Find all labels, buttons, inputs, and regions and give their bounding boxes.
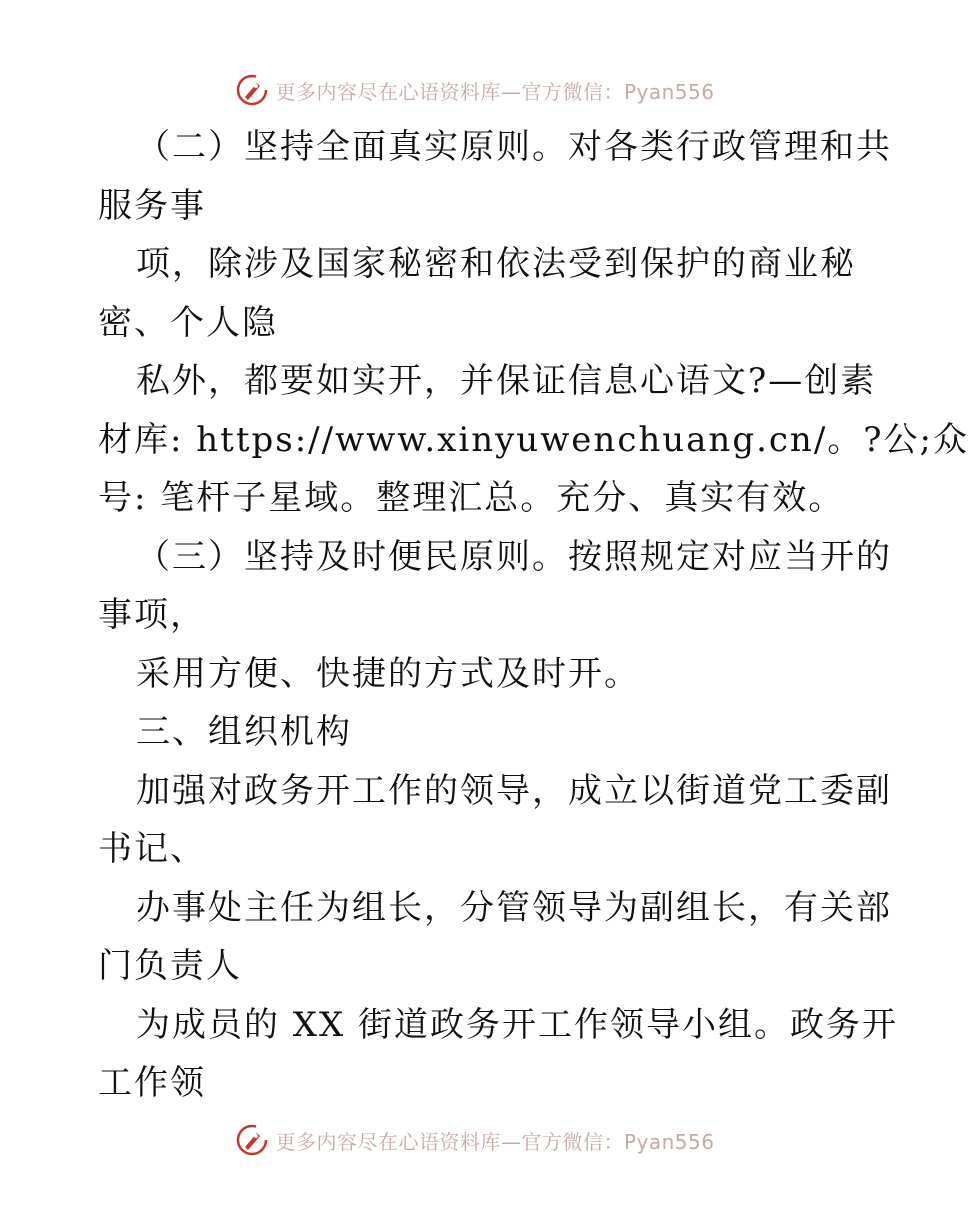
- paragraph-line: 密、个人隐: [98, 302, 278, 343]
- paragraph-line: 材库: https://www.xinyuwenchuang.cn/。?公;众: [98, 419, 969, 460]
- header-watermark-text: 更多内容尽在心语资料库—官方微信：Pyan556: [275, 79, 715, 104]
- paragraph-line: 号: 笔杆子星域。整理汇总。充分、真实有效。: [98, 478, 845, 518]
- paragraph-line: 项，除涉及国家秘密和依法受到保护的商业秘: [136, 244, 856, 284]
- paragraph-line: 事项，: [98, 595, 206, 635]
- section-heading: 三、组织机构: [136, 712, 352, 752]
- header-watermark-banner: [0, 70, 950, 110]
- paragraph-line: 书记、: [98, 829, 206, 869]
- paragraph-line: 私外，都要如实开，并保证信息心语文?—创素: [136, 361, 877, 401]
- pen-nib-logo-icon: [235, 1123, 269, 1157]
- paragraph-line: 为成员的 XX 街道政务开工作领导小组。政务开: [136, 1004, 899, 1045]
- paragraph-line: 工作领: [98, 1063, 206, 1103]
- footer-watermark-text: 更多内容尽在心语资料库—官方微信：Pyan556: [275, 1129, 715, 1154]
- footer-watermark-banner: [0, 1120, 950, 1160]
- pen-nib-logo-icon: [235, 73, 269, 107]
- paragraph-line: （三）坚持及时便民原则。按照规定对应当开的: [136, 536, 892, 577]
- paragraph-line: 门负责人: [98, 946, 242, 986]
- paragraph-line: 采用方便、快捷的方式及时开。: [136, 653, 640, 694]
- paragraph-line: 加强对政务开工作的领导，成立以街道党工委副: [136, 770, 892, 811]
- paragraph-line: 办事处主任为组长，分管领导为副组长，有关部: [136, 887, 892, 928]
- paragraph-line: 服务事: [98, 185, 206, 226]
- document-body: [98, 118, 969, 1113]
- paragraph-line: （二）坚持全面真实原则。对各类行政管理和共: [136, 127, 892, 167]
